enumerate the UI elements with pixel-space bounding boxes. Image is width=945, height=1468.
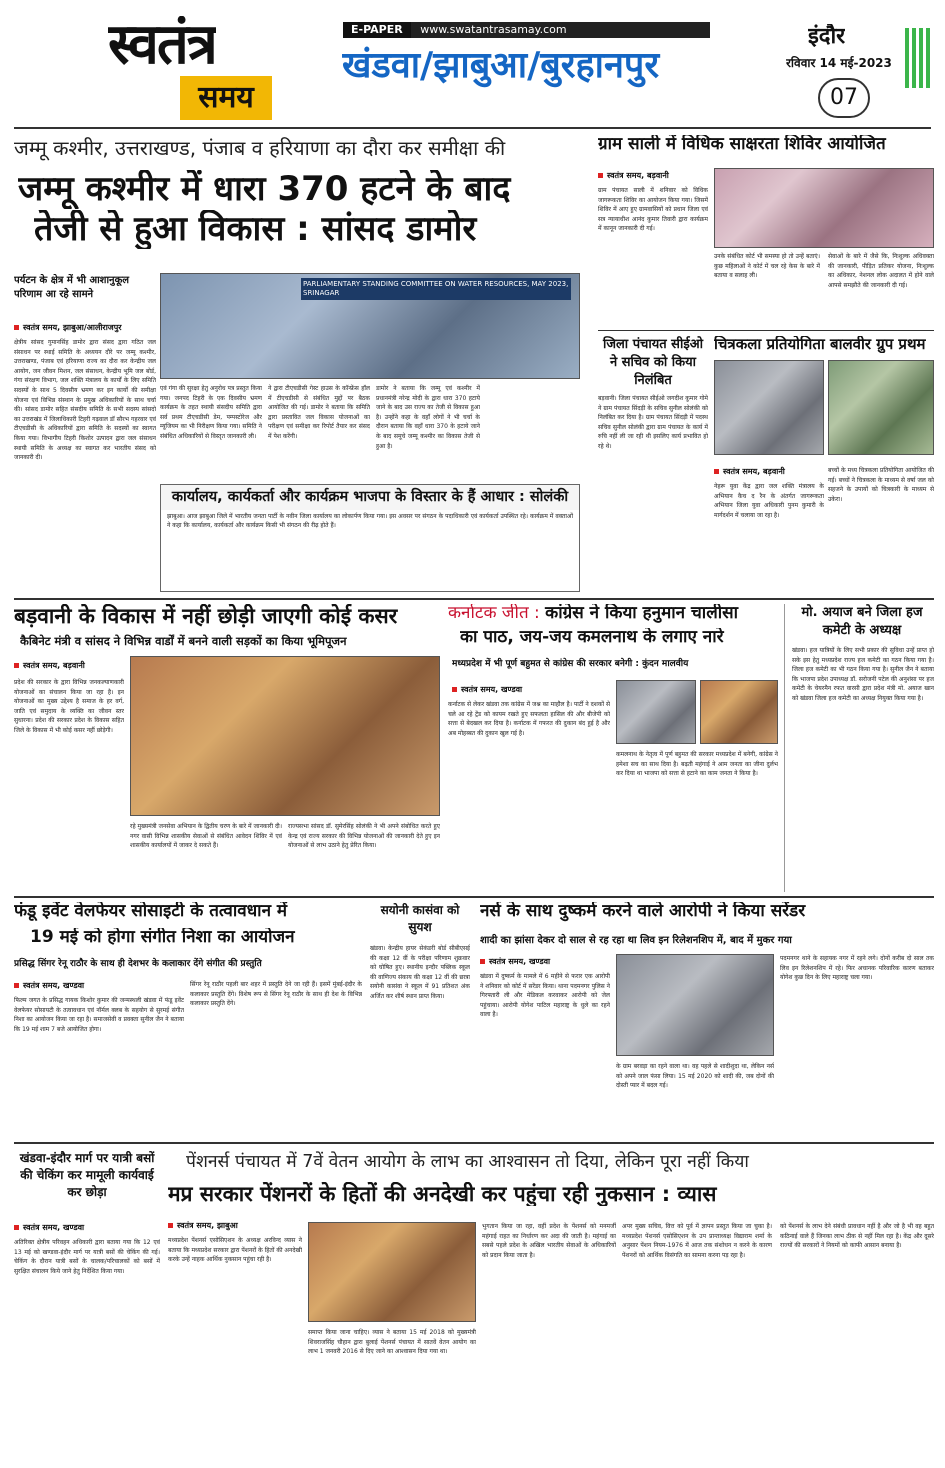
story12-body-col2: समाप्त किया जाना चाहिए। व्यास ने बताया 15 मई 2018 को मुख्यमंत्री शिवराजसिंह चौहान द्वारा बुलाई पेंशनर्स पंचायत में सातवें वेतन आयोग का लाभ 1 जनवरी 2016 से दिए जाने का आश्वासन दिया गया था। (308, 1329, 476, 1356)
story1-subhead: पर्यटन के क्षेत्र में भी आशानुकूल परिणाम आ रहे सामने (14, 275, 130, 300)
story1-body-col4: डामोर ने बताया कि जम्मू एवं कश्मीर में प्रधानमंत्री नरेन्द्र मोदी के द्वारा धारा 370 हटाये जाने के बाद उस राज्य का तेजी से विकास हुआ है। उन्होंने कहा के वहाँ लोगों ने भी चर्चा के दौरान बताया कि वहाँ धारा 370 के हटाये जाने के बाद समूचे जम्मू कश्मीर का विकास तेजी से हुआ है। (376, 385, 480, 450)
story8-body: फिल्म जगत के प्रसिद्ध गायक किशोर कुमार की जन्मस्थली खंडवा में फंडू इवेंट वेलफेयर सोसायटी के तत्वावधान एवं नॉर्मल क्लब के सहयोग से सुरमई संगीत निशा का आयोजन किया जा रहा है। समाजसेवी व प्रवक्ता सुनील जैन ने बताया कि 19 मई शाम 7 बजे आयोजित होगा। (14, 997, 184, 1033)
story1-body-col3: ने द्वारा टीएचडीसी गेस्ट हाउस के कॉन्फ्रेंस हॉल में टीएचडीसी से संबंधित मुद्दों पर बैठक आयोजित की गई। डामोर ने बताया कि समिति द्वारा प्रस्तावित जल विकास योजनाओं का परीक्षण एवं समीक्षा कर रिपोर्ट तैयार कर संसद में पेश करेंगी। (268, 385, 370, 440)
story11-byline: स्वतंत्र समय, खण्डवा (14, 1222, 160, 1234)
story1-photo (160, 273, 580, 379)
decorative-stripes (905, 28, 935, 88)
logo-subtitle: समय (180, 76, 272, 120)
story1-box-headline: कार्यालय, कार्यकर्ता और कार्यक्रम भाजपा के विस्तार के हैं आधार : सोलंकी (161, 485, 579, 510)
edition-title: खंडवा/झाबुआ/बुरहानपुर (342, 45, 660, 86)
story1-photo-banner: PARLIAMENTARY STANDING COMMITTEE ON WATER RESOURCES, MAY 2023, SRINAGAR (301, 278, 571, 300)
story4-body-col2: बच्चों के मध्य चित्रकला प्रतियोगिता आयोजित की गई। बच्चों ने चित्रकला के माध्यम से वर्षा जल को सहजने के उपायों को चित्रकारी के माध्यम से उकेरा। (828, 467, 934, 503)
story10-byline: स्वतंत्र समय, खण्डवा (480, 956, 600, 968)
story4-byline: स्वतंत्र समय, बड़वानी (714, 466, 824, 478)
story12-photo (308, 1222, 476, 1322)
story1-kicker: जम्मू कश्मीर, उत्तराखण्ड, पंजाब व हरियाणा का दौरा कर समीक्षा की (14, 136, 506, 160)
story12-body: मध्यप्रदेश पेंशनर्स एसोसिएशन के अध्यक्ष अरविन्द व्यास ने बताया कि मध्यप्रदेश सरकार द्वारा पेंशनरों के हितों की अनदेखी करके उन्हें नाहक आर्थिक नुकसान पहुंचा रही है। (168, 1237, 302, 1264)
story1-box-body: झाबुआ। आज झाबुआ जिले में भारतीय जनता पार्टी के नवीन जिला कार्यालय का लोकार्पण किया गया। इस अवसर पर संगठन के पदाधिकारी एवं कार्यकर्ता उपस्थित रहे। कार्यक्रम में वक्ताओं ने कहा कि कार्यालय, कार्यकर्ता और कार्यक्रम किसी भी संगठन की रीढ़ होते हैं। (167, 512, 573, 530)
city-name: इंदौर (808, 24, 846, 49)
story4-body: नेहरू युवा केंद्र द्वारा जल शक्ति मंत्रालय के अभियान कैच द रैन के अंतर्गत जागरूकता अभियान जिला युवा अधिकारी पुनम कुमारी के मार्गदर्शन में चलाया जा रहा है। (714, 483, 824, 519)
story6-headline (448, 604, 778, 624)
page-number: 07 (818, 78, 870, 118)
story6-subhead: मध्यप्रदेश में भी पूर्ण बहुमत से कांग्रेस की सरकार बनेगी : कुंदन मालवीय (452, 659, 689, 669)
story2-body-col3: सेवाओं के बारे में जैसे कि, निःशुल्क अधिवक्ता की जानकारी, पीड़ित प्रतिकर योजना, निःशुल्क का अधिकार, नेशनल लोक अदालत में होने वाले आपसे समझौते की जानकारी दी गई। (828, 253, 934, 289)
story7-body: खंडवा। हज यात्रियों के लिए सभी प्रकार की सुविधा उन्हें प्राप्त हो सके इस हेतु मध्यप्रदेश राज्य हज कमेटी का गठन किया गया है। जिला हज कमेटी का भी गठन किया गया है। सुनील जैन ने बताया कि भाजपा प्रदेश उपाध्यक्ष डॉ. सरोजनी पटेल की अनुशंसा पर हज कमेटी के चेयरमैन रफत वारसी द्वारा प्रदेश मंत्री मो. अयाज खान को खंडवा जिला हज कमेटी का अध्यक्ष नियुक्त किया गया है। (792, 647, 934, 702)
epaper-label: E-PAPER (343, 22, 411, 38)
story6-headline-line2: का पाठ, जय-जय कमलनाथ के लगाए नारे (460, 628, 724, 647)
story1-body-col2: एवं गंगा की सुरक्षा हेतु अनुरोध पत्र प्रस्तुत किया गया। जनपद टिहरी के एक दिवसीय भ्रमण कार्यक्रम के तहत स्थायी संसदीय समिति द्वारा सर्व प्रथम टीएचडीसी डेम, पम्पस्टोरेज और म्यूजियम का भी निरीक्षण किया गया। समिति ने संबंधित अधिकारियों से विस्तृत जानकारी ली। (160, 385, 262, 440)
story6-photo-1 (616, 680, 696, 744)
story5-photo (130, 656, 440, 816)
story1-byline: स्वतंत्र समय, झाबुआ/आलीराजपुर (14, 322, 154, 334)
story5-subhead: कैबिनेट मंत्री व सांसद ने विभिन्न वार्डों में बनने वाली सड़कों का किया भूमिपूजन (20, 634, 347, 648)
story8-body-col2: सिंगर रेनू राठौर पहली बार शहर में प्रस्तुति देने जा रही हैं। इसमें मुंबई-इंदौर के कलाकार प्रस्तुति देंगे। विशेष रूप से सिंगर रेनू राठौर के साथ ही देश के विभिन्न कलाकार प्रस्तुति देंगे। (190, 981, 362, 1008)
story12-byline: स्वतंत्र समय, झाबुआ (168, 1220, 318, 1232)
story8-headline-line1: फंडू इवेंट वेलफेयर सोसाइटी के तत्वावधान में (14, 902, 288, 921)
section-rule (14, 1142, 934, 1144)
story4-headline: चित्रकला प्रतियोगिता बालवीर ग्रुप प्रथम (714, 336, 926, 353)
story6-headline-rest: कांग्रेस ने किया हनुमान चालीसा (545, 604, 739, 623)
story10-photo (616, 954, 774, 1056)
story4-photo-1 (714, 360, 824, 455)
story11-body: अतिरिक्त क्षेत्रीय परिवहन अधिकारी द्वारा बताया गया कि 12 एवं 13 मई को खण्डवा-इंदौर मार्ग पर यात्री बसों की चेकिंग की गई। चेकिंग के दौरान यात्री बसों के चालक/परिचालकों को बसों में सुरक्षित संचालन किये जाने हेतु निर्देशित किया गया। (14, 1239, 160, 1275)
story6-body: कर्नाटक से लेकर खंडवा तक कांग्रेस में जश्न का माहौल है। पार्टी ने दशकों से चले आ रहे ट्रेंड को कायम रखते हुए सफलता हासिल की और बीजेपी को सत्ता से बेदखल कर दिया है। कर्नाटक में गफरत की दुकान बंद हुई है और अब मोहब्बत की दुकान खुल गई है। (448, 701, 610, 737)
logo-wordmark: स्वतंत्र (108, 16, 216, 72)
issue-date: रविवार 14 मई-2023 (786, 56, 892, 70)
story10-subhead: शादी का झांसा देकर दो साल से रह रहा था लिव इन रिलेशनशिप में, बाद में मुकर गया (480, 935, 792, 946)
masthead (0, 0, 945, 128)
story2-headline: ग्राम साली में विधिक साक्षरता शिविर आयोजित (598, 135, 886, 154)
story5-body-col3: राज्यसभा सांसद डॉ. सुमेरसिंह सोलंकी ने भी अपने संबोधित करते हुए केन्द्र एवं राज्य सरकार की विभिन्न योजनाओं की जानकारी देते हुए इन योजनाओं से लाभ उठाने हेतु प्रेरित किया। (288, 823, 440, 850)
story7-headline: मो. अयाज बने जिला हज कमेटी के अध्यक्ष (801, 605, 923, 638)
story10-body: खंडवा में दुष्कर्म के मामले में 6 महीने से फरार एक आरोपी ने शनिवार को कोर्ट में सरेंडर किया। थाना पदमनगर पुलिस ने गिरफ्तारी ली और मेडिकल करवाकर आरोपी को जेल पहुंचाया। आरोपी योगेश पाटिल महाराष्ट्र के धुले का रहने वाला है। (480, 973, 610, 1019)
column-divider (784, 604, 785, 892)
story10-body-col2: के ग्राम बरवड़ा का रहने वाला था। वह पहले से शादीशुदा था, लेकिन नर्स को अपने जाल फंसा लिया। 15 मई 2020 को शादी की, जब दोनों की दोस्ती प्यार में बदल गई। (616, 1063, 774, 1090)
story5-headline: बड़वानी के विकास में नहीं छोड़ी जाएगी कोई कसर (14, 604, 398, 628)
story8-subhead: प्रसिद्ध सिंगर रेनू राठौर के साथ ही देशभर के कलाकार देंगे संगीत की प्रस्तुति (14, 959, 262, 969)
story2-body: ग्राम पंचायत साली में शनिवार को विधिक जागरूकता शिविर का आयोजन किया गया। जिसमें शिविर में आए हुए ग्रामवासियों को प्रधान जिला एवं सत्र न्यायाधीश आनंद कुमार तिवारी द्वारा कार्यक्रम में कानून जानकारी दी गई। (598, 187, 708, 233)
story6-byline: स्वतंत्र समय, खण्डवा (452, 684, 602, 696)
epaper-bar (343, 22, 710, 38)
story3-headline: जिला पंचायत सीईओ ने सचिव को किया निलंबित (602, 337, 704, 388)
section-rule (14, 598, 934, 600)
story10-body-col3: पदमनगर थाने के सहायक नगर में रहने लगे। दोनों करीब दो साल तक लिव इन रिलेशनशिप में रहे। फिर अचानक परिवारिक कारण बताकर योगेश कुछ दिन के लिए महाराष्ट्र चला गया। (780, 955, 934, 982)
story10-headline: नर्स के साथ दुष्कर्म करने वाले आरोपी ने किया सरेंडर (480, 902, 806, 921)
story9-body: खंडवा। केन्द्रीय हायर सेकंडरी बोर्ड सीबीएसई की कक्षा 12 वीं के परीक्षा परिणाम शुक्रवार को घोषित हुए। स्थानीय इन्दौर पब्लिक स्कूल की वाणिज्य संकाय की कक्षा 12 वीं की छात्रा सयोनी कासंवा ने स्कूल में 91 प्रतिशत अंक अर्जित कर शीर्ष स्थान प्राप्त किया। (370, 945, 470, 1000)
story6-body-col2: कमलनाथ के नेतृत्व में पूर्ण बहुमत की सरकार मध्यप्रदेश में बनेगी, कांग्रेस ने हमेशा सच का साथ दिया है। बढ़ती महंगाई ने आम जनता का जीना दुर्लभ कर दिया था भाजपा को सत्ता से हटाने का काम जनता ने किया है। (616, 751, 778, 778)
divider (598, 330, 934, 331)
story4-photo-2 (828, 360, 934, 455)
section-rule (14, 896, 934, 898)
story5-byline: स्वतंत्र समय, बड़वानी (14, 660, 124, 672)
masthead-rule (14, 127, 931, 129)
story2-body-col2: उनके संबंधित कोर्ट भी समस्या हो तो उन्हें बताएं। कुछ महिलाओं ने कोर्ट में चल रहे केस के बारे में बताया व सलाह ली। (714, 253, 820, 280)
story12-body-col4: अपर मुख्य सचिव, वित्त को पूर्व में ज्ञापन प्रस्तुत किया जा चुका है। मध्यप्रदेश पेंशनर्स एसोसिएशन के उप प्रान्ताध्यक्ष विद्याराम शर्मा के अनुसार पेंशन नियम-1976 में आज तक संशोधन न करने के कारण पेंशनरों को आर्थिक विसंगति का सामना करना पड़ रहा है। (622, 1223, 772, 1259)
story1-body: क्षेत्रीय सांसद गुमानसिंह डामोर द्वारा संसद द्वारा गठित जल संसाधन पर स्थाई समिति के अध्ययन दौरे पर जम्मू कश्मीर, उत्तराखण्ड, पंजाब एवं हरियाणा राज्य का दौरा कर केन्द्रीय जल आयोग, जन जीवन मिशन, जल संसाधन, केन्द्रीय भूमि जल बोर्ड, गंगा संरक्षण विभाग, जल शक्ति मंत्रालय के कार्यों के लिए समिति सदस्यों के साथ 5 दिवसीय भ्रमण कर इन कार्यों की समीक्षा योजना एवं विभिन्न संस्थान के प्रमुख अधिकारियों के साथ चर्चा की। सांसद डामोर सहित संसदीय समिति के सभी सदस्य सांसदो का उत्तराखंड में जिलाधिकारी टिहरी गढ़वाल डॉ सौरभ गहरवार एवं टीएचडीसी के अधिकारियों द्वारा समिति के सदस्यों का स्वागत किया गया। विभागीय टिहरी किशोर उत्पादन द्वारा जल संसाधन स्थायी समिति के अध्यक्ष का स्वागत कर भारतीय संसद को जानकारी दी। (14, 339, 156, 462)
story2-byline: स्वतंत्र समय, बड़वानी (598, 170, 708, 182)
story5-body: प्रदेश की सरकार के द्वारा विभिन्न जनकल्याणकारी योजनाओं का संचालन किया जा रहा है। इन योजनाओं का मुख्य उद्देश्य है समाज के हर वर्ग, जाति एवं समुदाय के व्यक्ति का जीवन स्तर सुधारना। प्रदेश की सरकार प्रदेश के विकास सहित जिले के विकास में भी कोई कसर नहीं छोड़ेगी। (14, 679, 124, 734)
story6-photo-2 (700, 680, 778, 744)
story5-body-col2: रहे मुख्यमंत्री जनसेवा अभियान के द्वितीय चरण के बारे में जानकारी दी। नगर वासी विभिन्न शासकीय सेवाओं से संबंधित आवेदन शिविर में एवं शासकीय कार्यालयों में जाकर दे सकते हैं। (130, 823, 282, 850)
story12-body-col5: को पेंशनर्स के लाभ देने संबंधी प्रावधान नहीं है और जो है भी वह बहुत कठिनाई वाले हैं जिनका लाभ ठीक से नहीं मिल रहा है। केंद्र और दूसरे राज्यों की सरकारों ने नियमों को काफी आसान बनाया है। (780, 1223, 934, 1250)
story1-headline-line1: जम्मू कश्मीर में धारा 370 हटने के बाद (18, 170, 511, 209)
story3-body: बड़वानी। जिला पंचायत सीईओ जगदीश कुमार गोमे ने ग्राम पंचायत सिंदड़ी के सचिव सुनील सोलंकी को निलंबित कर दिया है। ग्राम पंचायत सिंदड़ी में पदस्थ सचिव सुनील सोलंकी द्वारा ग्राम पंचायत के कार्य में रुचि नहीं ली जा रही थी इसलिए कार्य प्रभावित हो रहे थे। (598, 395, 708, 450)
story12-kicker: पेंशनर्स पंचायत में 7वें वेतन आयोग के लाभ का आश्वासन तो दिया, लेकिन पूरा नहीं किया (186, 1152, 749, 1172)
story8-byline: स्वतंत्र समय, खण्डवा (14, 980, 164, 992)
story8-headline-line2: 19 मई को होगा संगीत निशा का आयोजन (30, 928, 295, 947)
story2-photo (714, 168, 934, 248)
story9-headline: सयोनी कासंवा को सुयश (380, 903, 460, 934)
website-link[interactable]: www.swatantrasamay.com (420, 23, 567, 36)
story1-box (160, 484, 580, 592)
story12-body-col3: भुगतान किया जा रहा, वहीं प्रदेश के पेंशनर्स को मनमर्जी महंगाई राहत का निर्धारण कर अदा की जाती है। महंगाई का सबसे पहले प्रदेश के अखिल भारतीय सेवाओं के अधिकारियों को प्रदान किया जाता है। (482, 1223, 616, 1259)
story12-headline: मप्र सरकार पेंशनरों के हितों की अनदेखी कर पहुंचा रही नुकसान : व्यास (168, 1182, 717, 1206)
story1-headline-line2: तेजी से हुआ विकास : सांसद डामोर (34, 210, 477, 249)
story6-headline-prefix: कर्नाटक जीत : (448, 604, 546, 623)
story11-headline: खंडवा-इंदौर मार्ग पर यात्री बसों की चेकिंग कर मामूली कार्यवाई कर छोड़ा (19, 1151, 155, 1199)
